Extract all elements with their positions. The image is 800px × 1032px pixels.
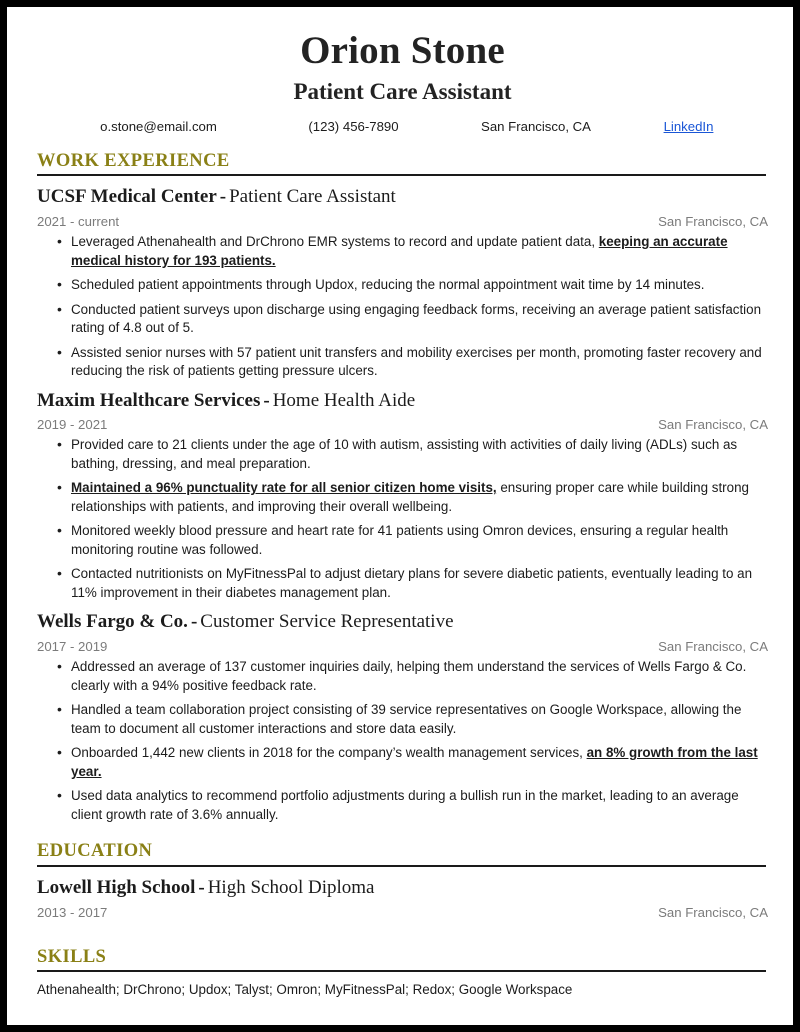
- entry-bullet-list: [37, 658, 768, 824]
- section-skills: [37, 947, 768, 1000]
- entry-location: San Francisco, CA: [658, 417, 768, 433]
- bullet-text: Handled a team collaboration project consisting of 39 service representatives on Google Workspace, allowing the team to document all customer interactions and store data easily.: [71, 702, 742, 736]
- entry-separator: -: [219, 186, 227, 208]
- entry-dates: 2021 - current: [37, 214, 120, 230]
- entry-title: [37, 185, 768, 209]
- section-heading-skills: SKILLS: [37, 946, 107, 967]
- bullet-text: Provided care to 21 clients under the age of 10 with autism, assisting with activities of daily living (ADLs) such as bathing, dressing, and meal preparation.: [71, 437, 738, 471]
- entry-location: San Francisco, CA: [658, 639, 768, 655]
- bullet-text: ensuring proper care while building strong relationships with patients, and improving their overall wellbeing.: [71, 480, 749, 514]
- entry-bullet-list: [37, 436, 768, 602]
- bullet-text: Assisted senior nurses with 57 patient unit transfers and mobility exercises per month, promoting faster recovery and reducing the risk of patients getting pressure ulcers.: [71, 344, 762, 379]
- bullet-text: Conducted patient surveys upon discharge using engaging feedback forms, receiving an average patient satisfaction rating of 4.8 out of 5.: [71, 301, 762, 336]
- spacer: [37, 920, 768, 930]
- resume-header: [37, 30, 768, 134]
- bullet-text: Used data analytics to recommend portfolio adjustments during a bullish run in the market, leading to an average client growth rate of 3.6% annually.: [71, 788, 739, 822]
- entry-meta: [37, 417, 768, 432]
- entry-location: San Francisco, CA: [658, 214, 768, 230]
- section-work-experience: [37, 151, 768, 824]
- entry-location: San Francisco, CA: [658, 904, 768, 920]
- resume-page: [7, 7, 793, 1025]
- entry-separator: -: [190, 611, 198, 633]
- bullet-text: Monitored weekly blood pressure and heart rate for 41 patients using Omron devices, ensuring a regular health monitoring routine was followed.: [71, 523, 729, 557]
- entry-role: Home Health Aide: [272, 389, 416, 411]
- entry-separator: -: [198, 876, 205, 898]
- entry-role: Patient Care Assistant: [229, 186, 396, 208]
- list-item: [37, 344, 768, 381]
- page-title: Orion Stone: [300, 29, 505, 72]
- section-divider: [37, 970, 766, 972]
- education-entry-list: [37, 876, 768, 920]
- work-entry-list: [37, 185, 768, 824]
- bullet-text: Addressed an average of 137 customer inquiries daily, helping them understand the services of Wells Fargo & Co. clearly with a 94% positive feedback rate.: [71, 659, 747, 693]
- experience-entry: [37, 185, 768, 380]
- list-item: [37, 744, 768, 781]
- entry-organization: Wells Fargo & Co.: [37, 611, 188, 633]
- contact-email[interactable]: o.stone@email.com: [100, 118, 217, 134]
- entry-role: Customer Service Representative: [200, 611, 454, 633]
- list-item: [37, 233, 768, 270]
- linkedin-link[interactable]: LinkedIn: [663, 118, 714, 134]
- list-item: [37, 701, 768, 738]
- bullet-text: Scheduled patient appointments through Updox, reducing the normal appointment wait time by 14 minutes.: [71, 277, 705, 293]
- list-item: [37, 479, 768, 516]
- entry-title: [37, 610, 768, 634]
- contact-row: [37, 119, 768, 134]
- list-item: [37, 436, 768, 473]
- entry-dates: 2017 - 2019: [37, 639, 108, 655]
- section-divider: [37, 865, 766, 867]
- bullet-text: Onboarded 1,442 new clients in 2018 for the company’s wealth management services,: [71, 745, 587, 761]
- entry-organization: Lowell High School: [37, 876, 196, 898]
- entry-role: High School Diploma: [207, 876, 375, 898]
- entry-organization: UCSF Medical Center: [37, 186, 217, 208]
- entry-separator: -: [263, 389, 270, 411]
- entry-bullet-list: [37, 233, 768, 381]
- section-education: [37, 841, 768, 919]
- bullet-emphasis: keeping an accurate medical history for 193 patients.: [71, 234, 728, 268]
- headline-subtitle: Patient Care Assistant: [293, 79, 512, 105]
- entry-organization: Maxim Healthcare Services: [37, 389, 261, 411]
- section-heading-work: WORK EXPERIENCE: [37, 150, 230, 171]
- section-heading-education: EDUCATION: [37, 841, 153, 862]
- experience-entry: [37, 876, 768, 920]
- contact-phone[interactable]: (123) 456-7890: [308, 118, 399, 134]
- list-item: [37, 787, 768, 824]
- bullet-text: Contacted nutritionists on MyFitnessPal to adjust dietary plans for severe diabetic patients, eventually leading to an 11% improvement in their diabetes management plan.: [71, 566, 753, 600]
- list-item: [37, 658, 768, 695]
- experience-entry: [37, 610, 768, 824]
- contact-link-wrapper: [631, 119, 746, 134]
- entry-meta: [37, 905, 768, 920]
- entry-dates: 2013 - 2017: [37, 904, 108, 920]
- entry-dates: 2019 - 2021: [37, 417, 108, 433]
- entry-title: [37, 389, 768, 413]
- list-item: [37, 522, 768, 559]
- skills-list: Athenahealth; DrChrono; Updox; Talyst; Omron; MyFitnessPal; Redox; Google Workspace: [37, 982, 573, 998]
- list-item: [37, 276, 768, 295]
- bullet-emphasis: an 8% growth from the last year.: [71, 745, 758, 779]
- bullet-emphasis: Maintained a 96% punctuality rate for all senior citizen home visits,: [71, 480, 497, 496]
- experience-entry: [37, 389, 768, 603]
- entry-title: [37, 876, 768, 900]
- section-divider: [37, 174, 766, 176]
- contact-location: San Francisco, CA: [481, 118, 591, 134]
- list-item: [37, 301, 768, 338]
- list-item: [37, 565, 768, 602]
- resume-content: [7, 7, 793, 1000]
- entry-meta: [37, 639, 768, 654]
- entry-meta: [37, 214, 768, 229]
- bullet-text: Leveraged Athenahealth and DrChrono EMR systems to record and update patient data,: [71, 234, 599, 250]
